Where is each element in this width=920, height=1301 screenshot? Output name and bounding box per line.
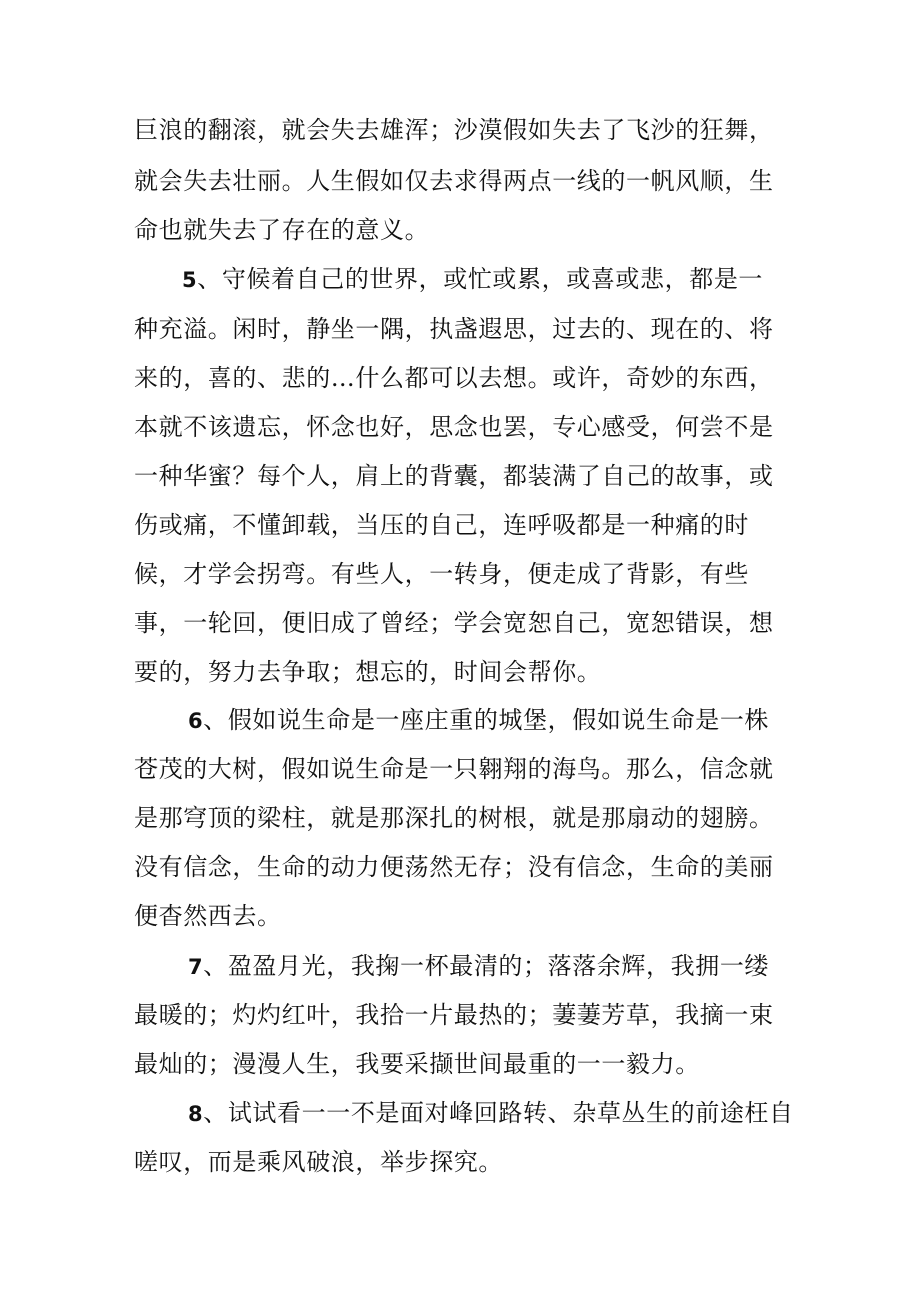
text-line: 一种华蜜？每个人，肩上的背囊，都装满了自己的故事，或	[134, 462, 774, 490]
text-line: 嗟叹，而是乘风破浪，举步探究。	[134, 1148, 503, 1176]
text-line: 命也就失去了存在的意义。	[134, 216, 430, 244]
paragraph-number: 8	[188, 1102, 204, 1126]
text-line: 、盈盈月光，我掬一杯最清的；落落余辉，我拥一缕	[203, 952, 770, 980]
text-line: 种充溢。闲时，静坐一隅，执盏遐思，过去的、现在的、将	[134, 315, 774, 343]
text-line: 最暖的；灼灼红叶，我拾一片最热的；萋萋芳草，我摘一束	[134, 1001, 774, 1029]
text-line: 、假如说生命是一座庄重的城堡，假如说生命是一株	[203, 706, 770, 734]
text-line: 、守候着自己的世界，或忙或累，或喜或悲，都是一	[197, 265, 764, 293]
paragraph-number: 7	[188, 955, 204, 979]
text-line: 苍茂的大树，假如说生命是一只翱翔的海鸟。那么，信念就	[134, 755, 774, 783]
paragraph-number: 5	[182, 268, 198, 292]
text-line: 就会失去壮丽。人生假如仅去求得两点一线的一帆风顺，生	[134, 167, 774, 195]
text-line: 事，一轮回，便旧成了曾经；学会宽恕自己，宽恕错误，想	[134, 609, 774, 637]
text-line: 、试试看一一不是面对峰回路转、杂草丛生的前途枉自	[203, 1099, 794, 1127]
text-line: 是那穹顶的梁柱，就是那深扎的树根，就是那扇动的翅膀。	[134, 804, 774, 832]
text-line: 本就不该遗忘，怀念也好，思念也罢，专心感受，何尝不是	[134, 413, 774, 441]
text-line: 没有信念，生命的动力便荡然无存；没有信念，生命的美丽	[134, 853, 774, 881]
text-line: 最灿的；漫漫人生，我要采撷世间最重的一一毅力。	[134, 1050, 700, 1078]
paragraph-first-line	[188, 1096, 794, 1130]
paragraph-number: 6	[188, 709, 204, 733]
paragraph-first-line	[188, 703, 769, 737]
text-line: 伤或痛，不懂卸载，当压的自己，连呼吸都是一种痛的时	[134, 511, 749, 539]
paragraph-first-line	[182, 262, 763, 296]
text-line: 来的，喜的、悲的…什么都可以去想。或许，奇妙的东西，	[134, 364, 774, 392]
text-line: 便杳然西去。	[134, 902, 282, 930]
text-line: 巨浪的翻滚，就会失去雄浑；沙漠假如失去了飞沙的狂舞，	[134, 116, 774, 144]
paragraph-first-line	[188, 949, 769, 983]
text-line: 候，才学会拐弯。有些人，一转身，便走成了背影，有些	[134, 560, 749, 588]
text-line: 要的，努力去争取；想忘的，时间会帮你。	[134, 658, 602, 686]
